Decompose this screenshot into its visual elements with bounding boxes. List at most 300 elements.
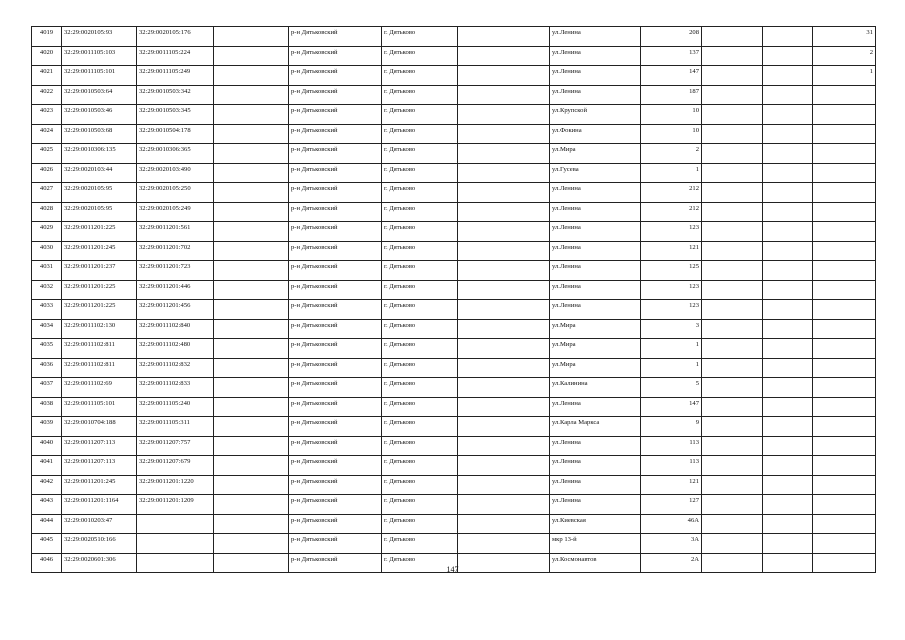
cell-city: г. Дятьково xyxy=(382,46,458,66)
cell-object-cadastral-number: 32:29:0011102:840 xyxy=(137,319,214,339)
cell-district: р-н Дятьковский xyxy=(289,436,382,456)
cell-cadastral-number: 32:29:0011207:113 xyxy=(62,436,137,456)
cell-house-number: 3 xyxy=(641,319,702,339)
cell-blank-col xyxy=(763,27,813,47)
cell-row-number: 4032 xyxy=(32,280,62,300)
cell-blank-col xyxy=(702,319,763,339)
cell-blank-col xyxy=(458,261,550,281)
cell-city: г. Дятьково xyxy=(382,27,458,47)
cell-blank-col xyxy=(214,222,289,242)
cell-cadastral-number: 32:29:0011201:1164 xyxy=(62,495,137,515)
cell-blank-col xyxy=(763,46,813,66)
cell-last-col xyxy=(813,261,876,281)
cell-city: г. Дятьково xyxy=(382,241,458,261)
cell-cadastral-number: 32:29:0011105:103 xyxy=(62,46,137,66)
cell-city: г. Дятьково xyxy=(382,475,458,495)
cell-last-col xyxy=(813,358,876,378)
cell-blank-col xyxy=(214,261,289,281)
cell-row-number: 4038 xyxy=(32,397,62,417)
cell-house-number: 1 xyxy=(641,163,702,183)
cell-last-col: 1 xyxy=(813,66,876,86)
cell-street: ул.Киевская xyxy=(550,514,641,534)
cell-city: г. Дятьково xyxy=(382,319,458,339)
cell-city: г. Дятьково xyxy=(382,339,458,359)
cell-object-cadastral-number: 32:29:0011102:832 xyxy=(137,358,214,378)
cell-blank-col xyxy=(763,85,813,105)
cell-object-cadastral-number: 32:29:0011201:446 xyxy=(137,280,214,300)
cell-cadastral-number: 32:29:0010203:47 xyxy=(62,514,137,534)
cell-street: ул.Ленина xyxy=(550,280,641,300)
cell-blank-col xyxy=(702,378,763,398)
cell-house-number: 208 xyxy=(641,27,702,47)
cell-blank-col xyxy=(458,27,550,47)
cell-blank-col xyxy=(702,241,763,261)
cell-blank-col xyxy=(702,475,763,495)
cell-blank-col xyxy=(214,163,289,183)
cell-last-col xyxy=(813,475,876,495)
cell-blank-col xyxy=(702,417,763,437)
cell-blank-col xyxy=(763,202,813,222)
cell-row-number: 4036 xyxy=(32,358,62,378)
cell-house-number: 127 xyxy=(641,495,702,515)
table-row xyxy=(32,300,876,320)
cell-house-number: 123 xyxy=(641,300,702,320)
cell-cadastral-number: 32:29:0020105:93 xyxy=(62,27,137,47)
cell-blank-col xyxy=(702,358,763,378)
cell-object-cadastral-number: 32:29:0010504:178 xyxy=(137,124,214,144)
cell-blank-col xyxy=(458,241,550,261)
cell-cadastral-number: 32:29:0011201:225 xyxy=(62,300,137,320)
cell-blank-col xyxy=(458,124,550,144)
cell-blank-col xyxy=(458,358,550,378)
cell-city: г. Дятьково xyxy=(382,495,458,515)
cell-house-number: 9 xyxy=(641,417,702,437)
cell-blank-col xyxy=(763,105,813,125)
cell-street: ул.Мира xyxy=(550,144,641,164)
cell-blank-col xyxy=(214,417,289,437)
cell-blank-col xyxy=(214,66,289,86)
cell-house-number: 212 xyxy=(641,183,702,203)
cell-blank-col xyxy=(458,202,550,222)
cell-row-number: 4028 xyxy=(32,202,62,222)
cell-blank-col xyxy=(702,105,763,125)
cell-city: г. Дятьково xyxy=(382,261,458,281)
table-row xyxy=(32,144,876,164)
cell-street: ул.Крупской xyxy=(550,105,641,125)
cell-blank-col xyxy=(458,66,550,86)
cell-house-number: 125 xyxy=(641,261,702,281)
cell-city: г. Дятьково xyxy=(382,534,458,554)
cell-blank-col xyxy=(214,46,289,66)
cell-city: г. Дятьково xyxy=(382,222,458,242)
cell-blank-col xyxy=(702,436,763,456)
cell-district: р-н Дятьковский xyxy=(289,163,382,183)
cell-district: р-н Дятьковский xyxy=(289,456,382,476)
cell-house-number: 113 xyxy=(641,456,702,476)
cell-last-col xyxy=(813,124,876,144)
cell-blank-col xyxy=(214,27,289,47)
cell-house-number: 123 xyxy=(641,280,702,300)
cell-district: р-н Дятьковский xyxy=(289,183,382,203)
cell-blank-col xyxy=(214,105,289,125)
cell-house-number: 121 xyxy=(641,241,702,261)
cell-house-number: 1 xyxy=(641,358,702,378)
cell-cadastral-number: 32:29:0010306:135 xyxy=(62,144,137,164)
cell-street: ул.Фокина xyxy=(550,124,641,144)
cell-city: г. Дятьково xyxy=(382,456,458,476)
cell-street: ул.Ленина xyxy=(550,261,641,281)
cell-blank-col xyxy=(458,280,550,300)
cell-blank-col xyxy=(458,436,550,456)
table-row xyxy=(32,339,876,359)
cell-object-cadastral-number: 32:29:0011102:480 xyxy=(137,339,214,359)
cell-blank-col xyxy=(702,46,763,66)
cell-blank-col xyxy=(763,261,813,281)
cell-last-col xyxy=(813,417,876,437)
cell-last-col xyxy=(813,222,876,242)
table-row xyxy=(32,163,876,183)
cell-blank-col xyxy=(702,66,763,86)
cell-blank-col xyxy=(702,27,763,47)
cell-district: р-н Дятьковский xyxy=(289,417,382,437)
cell-blank-col xyxy=(458,222,550,242)
cell-last-col xyxy=(813,436,876,456)
cell-blank-col xyxy=(214,85,289,105)
cell-row-number: 4024 xyxy=(32,124,62,144)
cell-district: р-н Дятьковский xyxy=(289,495,382,515)
cell-city: г. Дятьково xyxy=(382,85,458,105)
cell-blank-col xyxy=(763,339,813,359)
cell-cadastral-number: 32:29:0011105:101 xyxy=(62,66,137,86)
cell-blank-col xyxy=(702,222,763,242)
cell-blank-col xyxy=(458,144,550,164)
cell-house-number: 121 xyxy=(641,475,702,495)
cell-district: р-н Дятьковский xyxy=(289,339,382,359)
cell-house-number: 123 xyxy=(641,222,702,242)
cell-district: р-н Дятьковский xyxy=(289,124,382,144)
cell-row-number: 4046 xyxy=(32,553,62,573)
cell-cadastral-number: 32:29:0010503:64 xyxy=(62,85,137,105)
cell-last-col: 2 xyxy=(813,46,876,66)
cell-district: р-н Дятьковский xyxy=(289,85,382,105)
cell-street: ул.Ленина xyxy=(550,46,641,66)
table-row xyxy=(32,27,876,47)
table-row xyxy=(32,475,876,495)
cell-row-number: 4025 xyxy=(32,144,62,164)
cell-row-number: 4043 xyxy=(32,495,62,515)
cell-blank-col xyxy=(458,163,550,183)
cell-street: ул.Ленина xyxy=(550,66,641,86)
cell-blank-col xyxy=(763,183,813,203)
cell-city: г. Дятьково xyxy=(382,163,458,183)
cell-street: ул.Мира xyxy=(550,339,641,359)
cell-row-number: 4045 xyxy=(32,534,62,554)
table-row xyxy=(32,378,876,398)
cell-blank-col xyxy=(458,46,550,66)
cell-blank-col xyxy=(763,417,813,437)
cell-street: ул.Ленина xyxy=(550,495,641,515)
cell-street: ул.Мира xyxy=(550,358,641,378)
cell-row-number: 4031 xyxy=(32,261,62,281)
cell-blank-col xyxy=(214,534,289,554)
cell-object-cadastral-number: 32:29:0011105:311 xyxy=(137,417,214,437)
cell-cadastral-number: 32:29:0020103:44 xyxy=(62,163,137,183)
cell-blank-col xyxy=(702,534,763,554)
cell-cadastral-number: 32:29:0020105:95 xyxy=(62,183,137,203)
cell-blank-col xyxy=(214,495,289,515)
table-row xyxy=(32,222,876,242)
cell-street: ул.Космонавтов xyxy=(550,553,641,573)
cell-cadastral-number: 32:29:0011102:130 xyxy=(62,319,137,339)
cell-last-col xyxy=(813,300,876,320)
cell-blank-col xyxy=(458,514,550,534)
cell-blank-col xyxy=(702,202,763,222)
cell-last-col xyxy=(813,202,876,222)
cell-object-cadastral-number: 32:29:0020105:250 xyxy=(137,183,214,203)
cell-blank-col xyxy=(763,475,813,495)
cell-city: г. Дятьково xyxy=(382,66,458,86)
cell-district: р-н Дятьковский xyxy=(289,319,382,339)
cell-blank-col xyxy=(702,163,763,183)
cell-street: ул.Ленина xyxy=(550,241,641,261)
cell-blank-col xyxy=(702,261,763,281)
cell-city: г. Дятьково xyxy=(382,514,458,534)
cell-blank-col xyxy=(214,339,289,359)
cell-blank-col xyxy=(763,378,813,398)
cell-street: ул.Ленина xyxy=(550,222,641,242)
cell-blank-col xyxy=(763,144,813,164)
cell-row-number: 4044 xyxy=(32,514,62,534)
cell-object-cadastral-number: 32:29:0011201:723 xyxy=(137,261,214,281)
table-body xyxy=(32,27,876,573)
cell-last-col xyxy=(813,534,876,554)
cell-city: г. Дятьково xyxy=(382,378,458,398)
cell-district: р-н Дятьковский xyxy=(289,261,382,281)
cell-row-number: 4041 xyxy=(32,456,62,476)
table-row xyxy=(32,46,876,66)
table-row xyxy=(32,241,876,261)
cell-cadastral-number: 32:29:0011201:245 xyxy=(62,241,137,261)
table-row xyxy=(32,105,876,125)
cell-row-number: 4029 xyxy=(32,222,62,242)
cell-district: р-н Дятьковский xyxy=(289,534,382,554)
cell-city: г. Дятьково xyxy=(382,144,458,164)
cell-object-cadastral-number: 32:29:0011105:224 xyxy=(137,46,214,66)
cell-house-number: 212 xyxy=(641,202,702,222)
cell-row-number: 4034 xyxy=(32,319,62,339)
cell-blank-col xyxy=(763,514,813,534)
cell-blank-col xyxy=(458,475,550,495)
cell-blank-col xyxy=(458,378,550,398)
cell-blank-col xyxy=(763,495,813,515)
cell-object-cadastral-number: 32:29:0011105:240 xyxy=(137,397,214,417)
cell-district: р-н Дятьковский xyxy=(289,222,382,242)
cell-district: р-н Дятьковский xyxy=(289,553,382,573)
table-row xyxy=(32,417,876,437)
table-row xyxy=(32,534,876,554)
cell-city: г. Дятьково xyxy=(382,124,458,144)
cell-city: г. Дятьково xyxy=(382,202,458,222)
cell-last-col xyxy=(813,378,876,398)
cell-district: р-н Дятьковский xyxy=(289,27,382,47)
cell-street: ул.Ленина xyxy=(550,436,641,456)
cell-district: р-н Дятьковский xyxy=(289,280,382,300)
cell-row-number: 4023 xyxy=(32,105,62,125)
cell-last-col xyxy=(813,85,876,105)
cell-blank-col xyxy=(214,397,289,417)
cell-blank-col xyxy=(214,241,289,261)
cell-house-number: 46А xyxy=(641,514,702,534)
table-row xyxy=(32,183,876,203)
cell-district: р-н Дятьковский xyxy=(289,514,382,534)
cell-blank-col xyxy=(763,319,813,339)
cell-last-col xyxy=(813,495,876,515)
cell-row-number: 4042 xyxy=(32,475,62,495)
cell-house-number: 10 xyxy=(641,105,702,125)
cell-row-number: 4019 xyxy=(32,27,62,47)
cell-street: ул.Ленина xyxy=(550,27,641,47)
cell-last-col xyxy=(813,339,876,359)
cell-house-number: 137 xyxy=(641,46,702,66)
cell-last-col xyxy=(813,319,876,339)
cell-blank-col xyxy=(702,514,763,534)
cell-street: ул.Ленина xyxy=(550,300,641,320)
cell-district: р-н Дятьковский xyxy=(289,358,382,378)
cell-blank-col xyxy=(458,417,550,437)
cell-district: р-н Дятьковский xyxy=(289,66,382,86)
cell-row-number: 4030 xyxy=(32,241,62,261)
cell-district: р-н Дятьковский xyxy=(289,397,382,417)
cell-city: г. Дятьково xyxy=(382,436,458,456)
cell-blank-col xyxy=(702,397,763,417)
cell-blank-col xyxy=(214,378,289,398)
cell-object-cadastral-number: 32:29:0020105:176 xyxy=(137,27,214,47)
cell-blank-col xyxy=(214,144,289,164)
cell-blank-col xyxy=(702,495,763,515)
cell-city: г. Дятьково xyxy=(382,280,458,300)
table-row xyxy=(32,456,876,476)
table-row xyxy=(32,280,876,300)
cell-last-col xyxy=(813,163,876,183)
cell-object-cadastral-number: 32:29:0010306:365 xyxy=(137,144,214,164)
cell-row-number: 4021 xyxy=(32,66,62,86)
cell-street: ул.Карла Маркса xyxy=(550,417,641,437)
cell-object-cadastral-number: 32:29:0011201:1220 xyxy=(137,475,214,495)
cell-blank-col xyxy=(458,183,550,203)
cell-cadastral-number: 32:29:0020510:166 xyxy=(62,534,137,554)
cell-object-cadastral-number: 32:29:0011201:561 xyxy=(137,222,214,242)
cell-row-number: 4033 xyxy=(32,300,62,320)
cell-street: ул.Ленина xyxy=(550,456,641,476)
cell-district: р-н Дятьковский xyxy=(289,144,382,164)
table-row xyxy=(32,495,876,515)
table-row xyxy=(32,202,876,222)
cell-blank-col xyxy=(214,183,289,203)
cell-blank-col xyxy=(214,475,289,495)
cell-object-cadastral-number: 32:29:0011201:702 xyxy=(137,241,214,261)
cell-last-col xyxy=(813,183,876,203)
cell-row-number: 4027 xyxy=(32,183,62,203)
cell-last-col xyxy=(813,105,876,125)
cell-blank-col xyxy=(763,456,813,476)
cell-city: г. Дятьково xyxy=(382,105,458,125)
cell-house-number: 113 xyxy=(641,436,702,456)
cell-object-cadastral-number: 32:29:0010503:342 xyxy=(137,85,214,105)
cell-row-number: 4035 xyxy=(32,339,62,359)
table-row xyxy=(32,358,876,378)
cell-blank-col xyxy=(763,300,813,320)
cell-object-cadastral-number: 32:29:0011201:456 xyxy=(137,300,214,320)
cell-row-number: 4026 xyxy=(32,163,62,183)
cell-blank-col xyxy=(458,300,550,320)
cell-last-col: 31 xyxy=(813,27,876,47)
cell-blank-col xyxy=(763,241,813,261)
cell-blank-col xyxy=(763,163,813,183)
cell-street: ул.Ленина xyxy=(550,183,641,203)
cell-city: г. Дятьково xyxy=(382,553,458,573)
cell-street: ул.Ленина xyxy=(550,202,641,222)
cell-blank-col xyxy=(214,358,289,378)
cell-cadastral-number: 32:29:0010503:46 xyxy=(62,105,137,125)
cell-blank-col xyxy=(702,85,763,105)
cell-blank-col xyxy=(458,534,550,554)
page-number: 147 xyxy=(446,565,459,574)
cell-blank-col xyxy=(458,339,550,359)
cell-city: г. Дятьково xyxy=(382,358,458,378)
cell-blank-col xyxy=(763,66,813,86)
cell-blank-col xyxy=(702,124,763,144)
cell-blank-col xyxy=(214,124,289,144)
cell-blank-col xyxy=(702,280,763,300)
cell-street: ул.Мира xyxy=(550,319,641,339)
cell-cadastral-number: 32:29:0020105:95 xyxy=(62,202,137,222)
cell-blank-col xyxy=(214,436,289,456)
table-row xyxy=(32,85,876,105)
cell-object-cadastral-number: 32:29:0010503:345 xyxy=(137,105,214,125)
cell-blank-col xyxy=(702,300,763,320)
cell-cadastral-number: 32:29:0011105:101 xyxy=(62,397,137,417)
table-row xyxy=(32,66,876,86)
cell-blank-col xyxy=(763,124,813,144)
cell-cadastral-number: 32:29:0011201:245 xyxy=(62,475,137,495)
cell-blank-col xyxy=(702,183,763,203)
cell-blank-col xyxy=(458,495,550,515)
cell-last-col xyxy=(813,514,876,534)
cell-blank-col xyxy=(458,85,550,105)
cell-cadastral-number: 32:29:0011201:225 xyxy=(62,222,137,242)
cell-row-number: 4037 xyxy=(32,378,62,398)
cell-city: г. Дятьково xyxy=(382,300,458,320)
cell-cadastral-number: 32:29:0011102:811 xyxy=(62,339,137,359)
cell-cadastral-number: 32:29:0011102:69 xyxy=(62,378,137,398)
cell-blank-col xyxy=(702,144,763,164)
cell-street: ул.Ленина xyxy=(550,397,641,417)
cell-street: мкр 13-й xyxy=(550,534,641,554)
cell-cadastral-number: 32:29:0020601:306 xyxy=(62,553,137,573)
cell-house-number: 147 xyxy=(641,66,702,86)
cell-blank-col xyxy=(702,456,763,476)
cell-blank-col xyxy=(763,222,813,242)
cell-district: р-н Дятьковский xyxy=(289,241,382,261)
cell-blank-col xyxy=(763,358,813,378)
cell-house-number: 10 xyxy=(641,124,702,144)
cell-row-number: 4040 xyxy=(32,436,62,456)
cell-object-cadastral-number: 32:29:0011201:1209 xyxy=(137,495,214,515)
cell-street: ул.Ленина xyxy=(550,85,641,105)
table-row xyxy=(32,514,876,534)
cell-blank-col xyxy=(458,397,550,417)
cell-blank-col xyxy=(214,319,289,339)
